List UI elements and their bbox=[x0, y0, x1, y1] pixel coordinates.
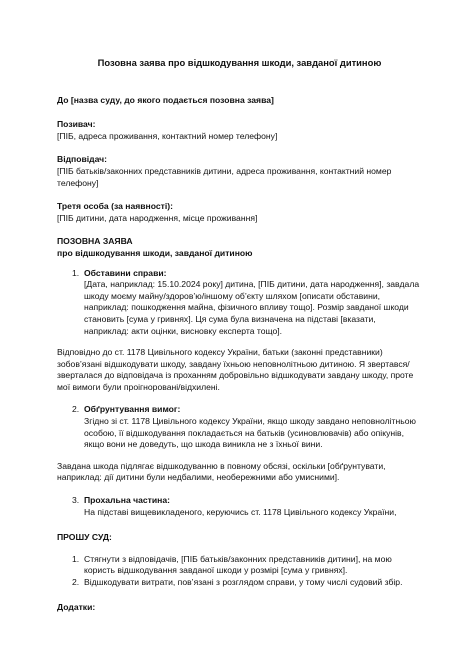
paragraph-legal-basis: Відповідно до ст. 1178 Цивільного кодексу України, батьки (законні представники) зобов’язані відшкодувати шкоду, завдану їхньою неповнолітньою дитиною. Я звертався/зверталася до відповідача із проханням добровільно відшкодувати завдану шкоду, проте мої вимоги були проігноровані/відхилені. bbox=[57, 347, 414, 392]
petition-item-number: 1. bbox=[72, 553, 80, 564]
document-title: Позовна заява про відшкодування шкоди, завданої дитиною bbox=[97, 57, 382, 68]
attachments-label: Додатки: bbox=[57, 601, 96, 612]
plaintiff-label: Позивач: bbox=[57, 119, 96, 130]
section-text: На підставі вищевикладеного, керуючись ст. 1178 Цивільного кодексу України, bbox=[84, 506, 397, 517]
claim-heading: ПОЗОВНА ЗАЯВА bbox=[57, 236, 133, 247]
defendant-label: Відповідач: bbox=[57, 154, 108, 165]
section-circumstances bbox=[57, 268, 422, 338]
petition-item bbox=[57, 577, 422, 589]
plaintiff-block bbox=[57, 119, 422, 142]
defendant-value: [ПІБ батьків/законних представників дитини, адреса проживання, контактний номер телефону] bbox=[57, 165, 392, 188]
section-text: Згідно зі ст. 1178 Цивільного кодексу України, якщо шкоду завдано неповнолітньою особою, її відшкодування покладається на батьків (усиновлювачів) або опікунів, якщо вони не доведуть, що шкода виникла не з їхньої вини. bbox=[84, 416, 416, 450]
section-heading: Обставини справи: bbox=[84, 267, 167, 278]
claim-subheading: про відшкодування шкоди, завданої дитиною bbox=[57, 247, 253, 258]
section-text: [Дата, наприклад: 15.10.2024 року] дитина, [ПІБ дитини, дата народження], завдала шкоду моєму майну/здоров’ю/іншому об’єкту шляхом [описати обставини, наприклад: пошкодження майна, фізичного впливу тощо]. Розмір завданої шкоди становить [сума у гривнях]. Ця сума була визначена на підставі [вказати, наприклад: акти оцінки, висновку експерта тощо]. bbox=[84, 279, 420, 336]
petition-item-text: Відшкодувати витрати, пов’язані з розглядом справи, у тому числі судовий збір. bbox=[84, 577, 403, 587]
paragraph-full-compensation: Завдана шкода підлягає відшкодуванню в повному обсязі, оскільки [обґрунтувати, наприклад: дії дитини були недбалими, необережними або умисними]. bbox=[57, 460, 386, 483]
section-number: 2. bbox=[72, 404, 80, 415]
petition-item-text: Стягнути з відповідачів, [ПІБ батьків/законних представників дитини], на мою користь відшкодування завданої шкоди у розмірі [сума у гривнях]. bbox=[84, 553, 392, 576]
third-party-value: [ПІБ дитини, дата народження, місце проживання] bbox=[57, 212, 258, 223]
court-line: До [назва суду, до якого подається позовна заява] bbox=[57, 94, 274, 105]
third-party-block bbox=[57, 201, 422, 224]
section-number: 1. bbox=[72, 267, 80, 278]
section-number: 3. bbox=[72, 495, 80, 506]
petition-heading: ПРОШУ СУД: bbox=[57, 532, 112, 543]
petition-item-number: 2. bbox=[72, 577, 80, 587]
section-heading: Обґрунтування вимог: bbox=[84, 404, 181, 415]
plaintiff-value: [ПІБ, адреса проживання, контактний номер телефону] bbox=[57, 130, 278, 141]
section-justification bbox=[57, 404, 422, 450]
section-petition bbox=[57, 495, 422, 518]
third-party-label: Третя особа (за наявності): bbox=[57, 201, 173, 212]
defendant-block bbox=[57, 154, 422, 189]
petition-item bbox=[57, 554, 422, 577]
section-heading: Прохальна частина: bbox=[84, 495, 170, 506]
